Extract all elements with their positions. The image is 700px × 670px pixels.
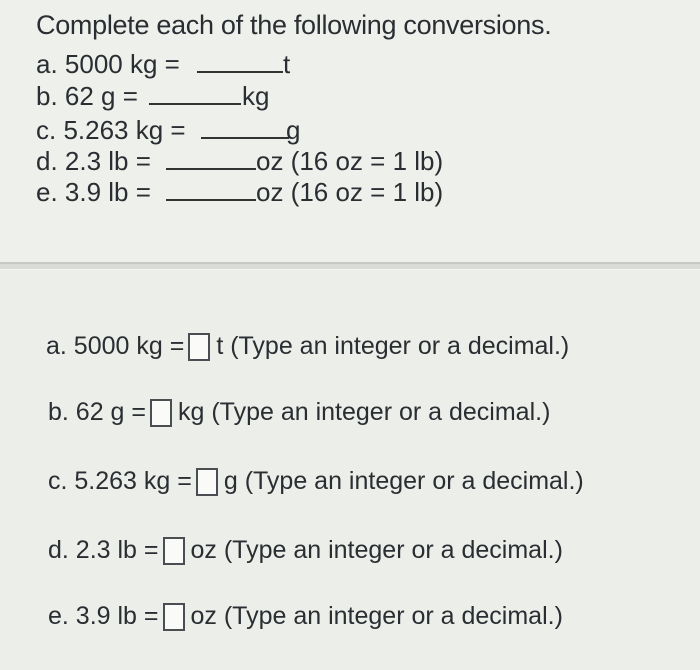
answer-e-suffix: oz (Type an integer or a decimal.) [190,602,563,630]
question-a-prefix: a. 5000 kg = [36,49,180,79]
section-divider [0,262,700,270]
question-a-blank [197,51,283,73]
question-a-unit: t [283,49,291,79]
answer-a-prefix: a. 5000 kg = [46,332,185,360]
problem-title: Complete each of the following conversions. [36,10,552,40]
answer-b-prefix: b. 62 g = [48,398,146,426]
question-d [36,145,444,177]
answer-b-input[interactable] [150,399,172,427]
answer-c-input[interactable] [196,468,218,496]
answer-e [48,598,563,634]
answer-section [0,270,700,670]
question-e-prefix: e. 3.9 lb = [36,177,151,207]
question-b [36,80,270,112]
question-a [36,48,291,80]
answer-d-suffix: oz (Type an integer or a decimal.) [190,536,563,564]
question-e [36,176,444,208]
answer-a [46,328,569,364]
question-d-prefix: d. 2.3 lb = [36,146,151,176]
answer-a-suffix: t (Type an integer or a decimal.) [216,332,570,360]
answer-d-input[interactable] [163,537,185,565]
answer-b-suffix: kg (Type an integer or a decimal.) [178,398,551,426]
question-c-blank [201,117,289,139]
answer-a-input[interactable] [188,333,210,361]
answer-b [48,394,550,430]
question-b-blank [149,83,241,105]
answer-c-prefix: c. 5.263 kg = [48,467,192,495]
answer-c [48,463,584,499]
question-e-blank [166,179,256,201]
question-c-prefix: c. 5.263 kg = [36,115,186,145]
question-d-blank [166,148,256,170]
question-c-unit: g [286,115,301,145]
answer-d-prefix: d. 2.3 lb = [48,536,159,564]
answer-e-input[interactable] [163,603,185,631]
question-d-unit: oz (16 oz = 1 lb) [256,146,444,176]
question-b-unit: kg [242,81,270,111]
answer-d [48,532,563,568]
question-e-unit: oz (16 oz = 1 lb) [256,177,444,207]
problem-statement [0,0,700,262]
question-c [36,114,301,146]
question-b-prefix: b. 62 g = [36,81,138,111]
answer-c-suffix: g (Type an integer or a decimal.) [223,467,584,495]
answer-e-prefix: e. 3.9 lb = [48,602,159,630]
